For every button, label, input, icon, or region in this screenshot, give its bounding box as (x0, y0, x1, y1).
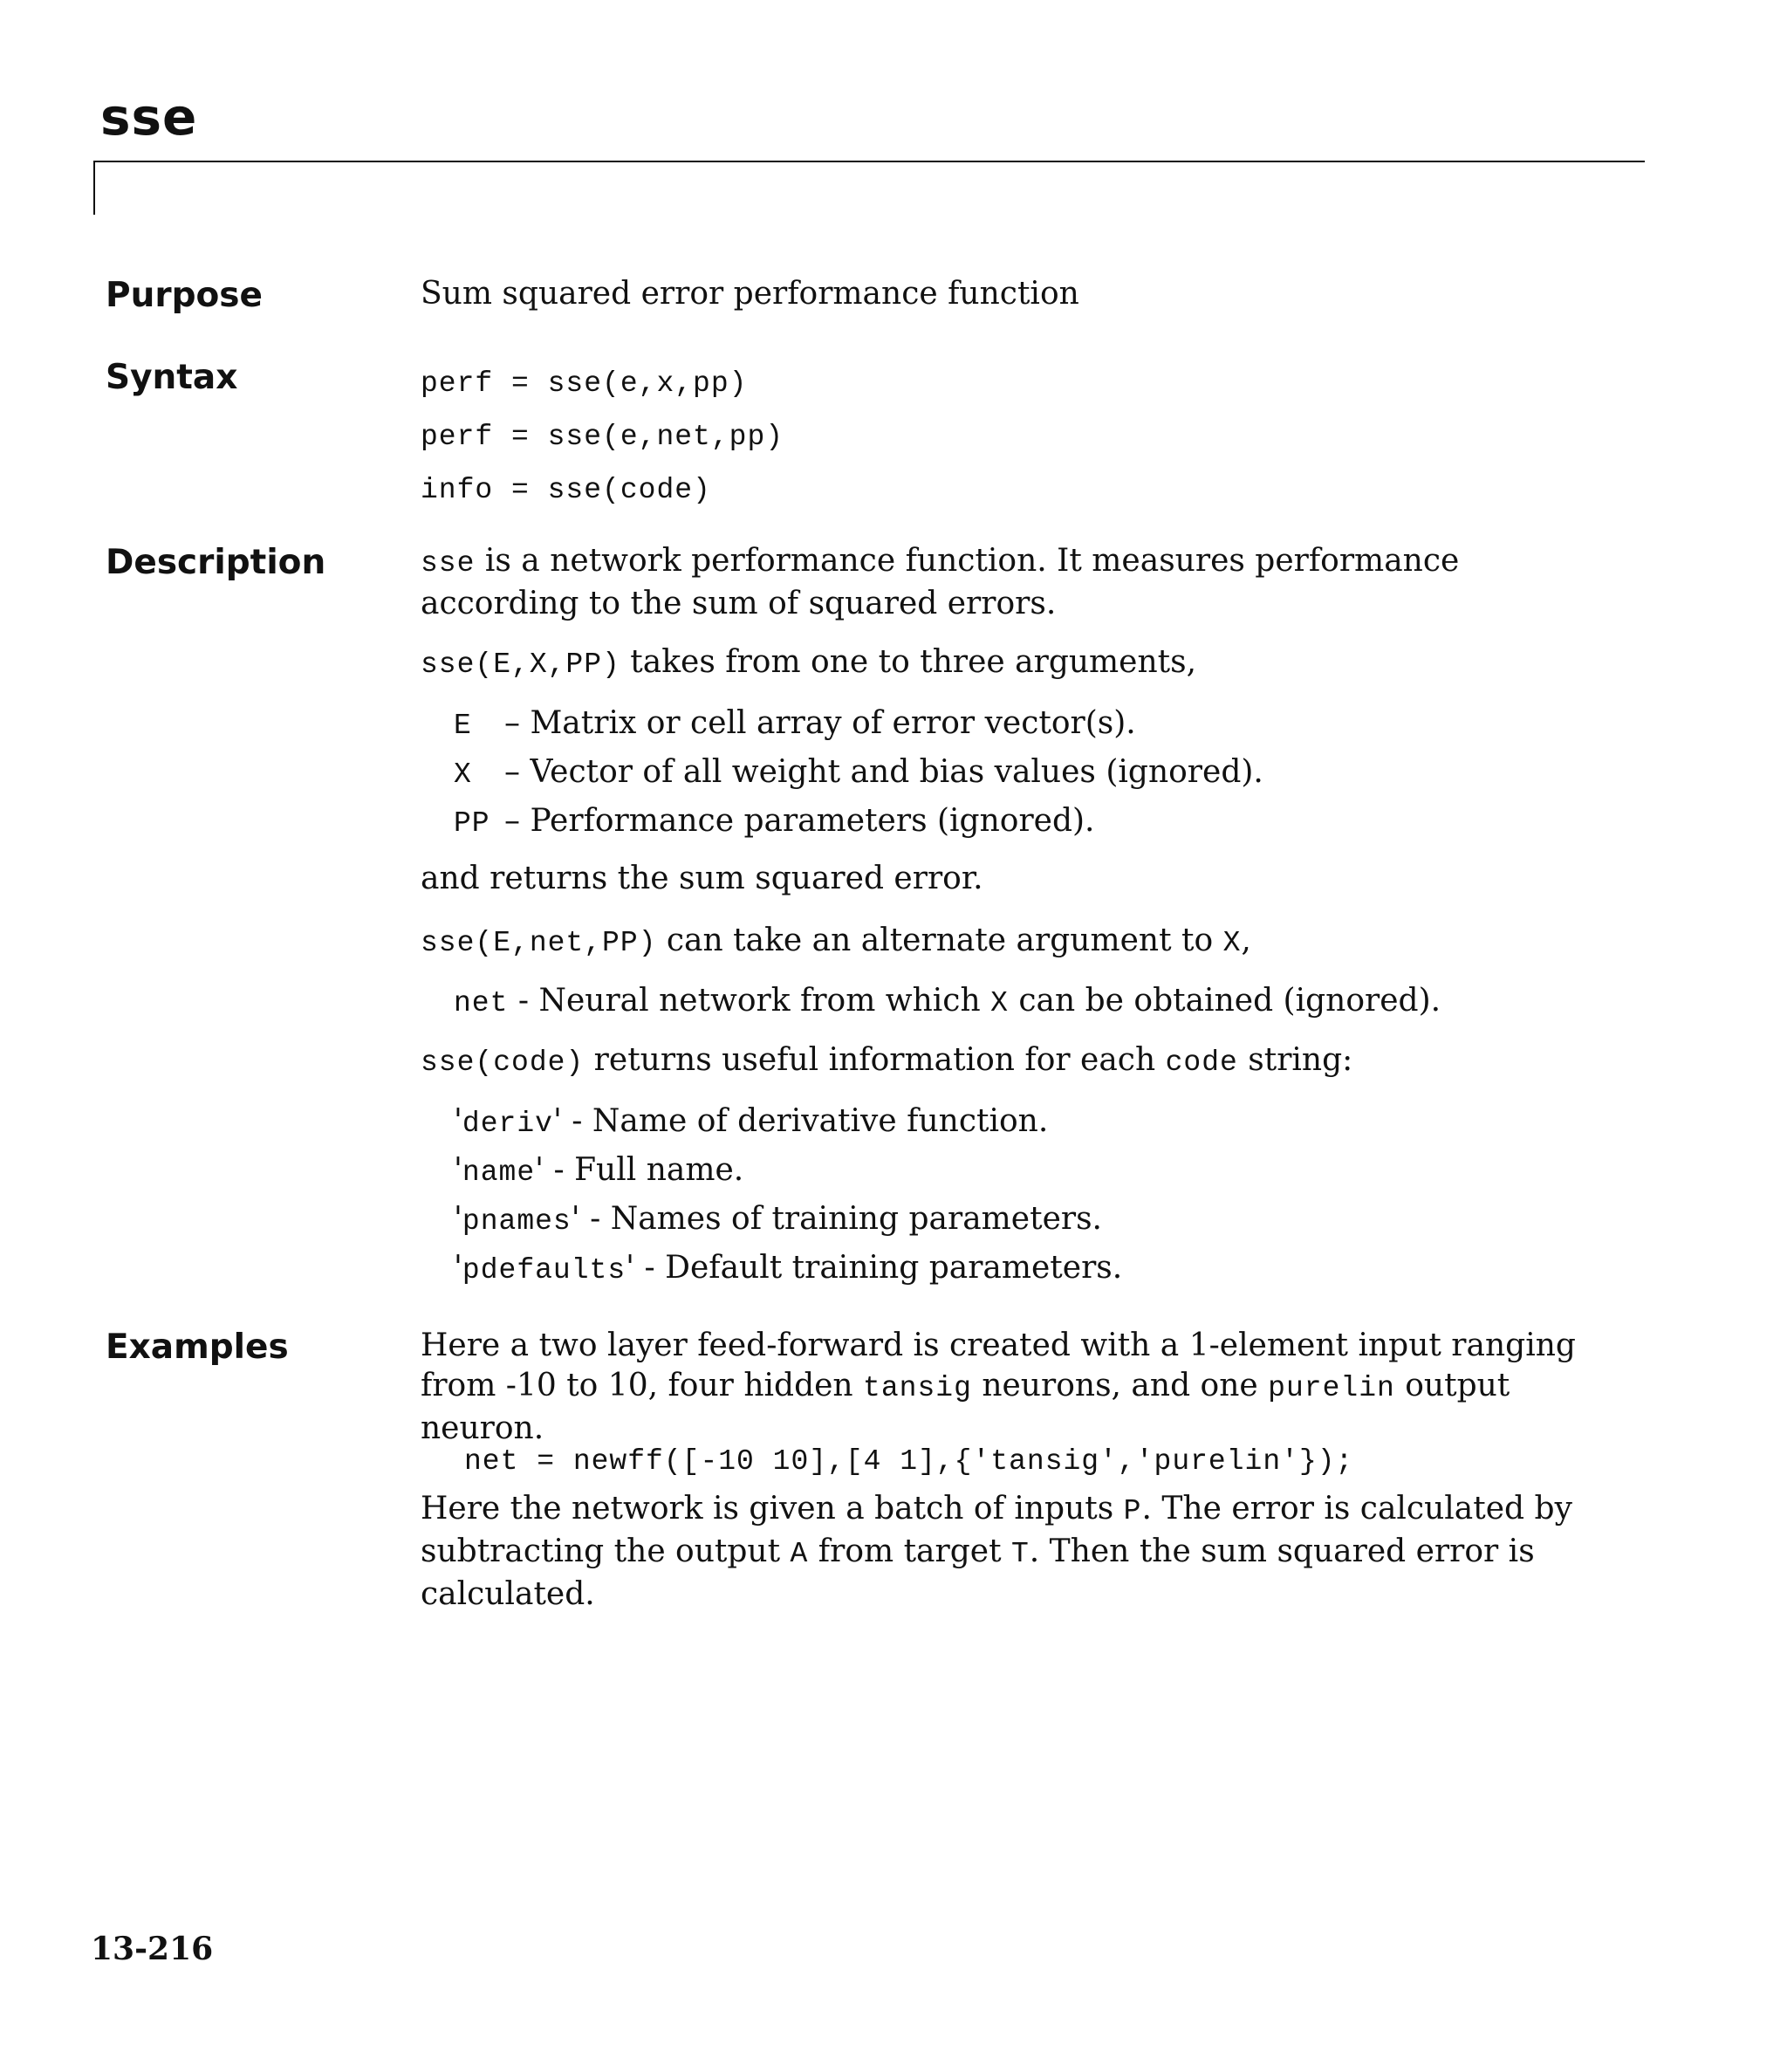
paragraph-text: Here a two layer feed-forward is created with a 1-element input ranging from -10 to 10, four hidden (421, 1328, 1576, 1403)
header-rule-tick (93, 161, 95, 215)
paragraph-text: takes from one to three arguments, (620, 644, 1197, 680)
code-string-text: - Name of derivative function. (561, 1103, 1049, 1139)
syntax-line: perf = sse(e,x,pp) (421, 367, 748, 400)
syntax-line: info = sse(code) (421, 474, 711, 506)
paragraph-text: Here the network is given a batch of inputs (421, 1491, 1124, 1527)
code-string-item: 'pdefaults' - Default training parameters. (454, 1250, 1123, 1286)
argument-item (454, 801, 1095, 844)
syntax-heading: Syntax (106, 358, 238, 397)
code-string: deriv (462, 1108, 553, 1140)
code-string-item: 'pnames' - Names of training parameters. (454, 1201, 1102, 1238)
description-paragraph (421, 1040, 1625, 1083)
paragraph-text: output neuron. (421, 1368, 1510, 1446)
inline-code: purelin (1268, 1372, 1395, 1404)
paragraph-text: . Then the sum squared error is calculated. (421, 1533, 1535, 1612)
argument-text: - Neural network from which (508, 983, 991, 1019)
header-rule (93, 161, 1645, 162)
examples-paragraph (421, 1489, 1625, 1615)
inline-code: T (1010, 1538, 1030, 1570)
inline-code: sse(E,net,PP) (421, 927, 657, 959)
inline-code: code (1165, 1046, 1238, 1079)
description-paragraph: and returns the sum squared error. (421, 861, 983, 896)
purpose-text: Sum squared error performance function (421, 276, 1079, 312)
argument-text: – Matrix or cell array of error vector(s). (504, 705, 1136, 741)
paragraph-text: is a network performance function. It measures performance according to the sum of squared errors. (421, 543, 1460, 621)
inline-code: X (1222, 927, 1242, 959)
code-string-text: - Full name. (544, 1152, 744, 1188)
argument-text: – Performance parameters (ignored). (504, 803, 1095, 839)
description-heading: Description (106, 543, 326, 582)
code-string-text: - Default training parameters. (634, 1250, 1123, 1286)
argument-code: X (454, 758, 472, 791)
inline-code: A (790, 1538, 809, 1570)
inline-code: P (1123, 1495, 1142, 1527)
argument-code: PP (454, 807, 490, 840)
paragraph-text: from target (808, 1533, 1011, 1569)
argument-code: net (454, 987, 509, 1019)
examples-paragraph (421, 1326, 1625, 1449)
argument-text: – Vector of all weight and bias values (ignored). (504, 754, 1263, 790)
purpose-heading: Purpose (106, 276, 263, 315)
examples-heading: Examples (106, 1328, 289, 1367)
paragraph-text: neurons, and one (971, 1368, 1269, 1403)
argument-item (454, 752, 1263, 795)
description-paragraph (421, 642, 1625, 685)
argument-item (454, 703, 1136, 746)
code-string: pnames (462, 1205, 572, 1238)
example-code: net = newff([-10 10],[4 1],{'tansig','purelin'}); (464, 1445, 1354, 1478)
description-paragraph (421, 921, 1625, 964)
paragraph-text: . The error is calculated by subtracting the output (421, 1491, 1572, 1569)
code-string-text: - Names of training parameters. (579, 1201, 1102, 1237)
inline-code: sse(code) (421, 1046, 585, 1079)
inline-code: tansig (863, 1372, 972, 1404)
code-string-item: 'name' - Full name. (454, 1152, 744, 1189)
paragraph-text: returns useful information for each (584, 1042, 1166, 1078)
code-string: pdefaults (462, 1254, 626, 1286)
paragraph-text: can take an alternate argument to (656, 923, 1223, 958)
net-argument (454, 981, 1441, 1024)
page-number: 13-216 (91, 1931, 214, 1967)
inline-code: X (990, 987, 1009, 1019)
inline-code: sse(E,X,PP) (421, 648, 620, 681)
paragraph-text: , (1241, 923, 1251, 958)
page-title: sse (100, 87, 198, 147)
code-string: name (462, 1156, 536, 1189)
code-string-item: 'deriv' - Name of derivative function. (454, 1103, 1049, 1140)
inline-code: sse (421, 547, 476, 580)
argument-text: can be obtained (ignored). (1008, 983, 1441, 1019)
argument-code: E (454, 710, 472, 742)
paragraph-text: string: (1237, 1042, 1353, 1078)
syntax-line: perf = sse(e,net,pp) (421, 421, 784, 453)
description-paragraph (421, 541, 1625, 624)
